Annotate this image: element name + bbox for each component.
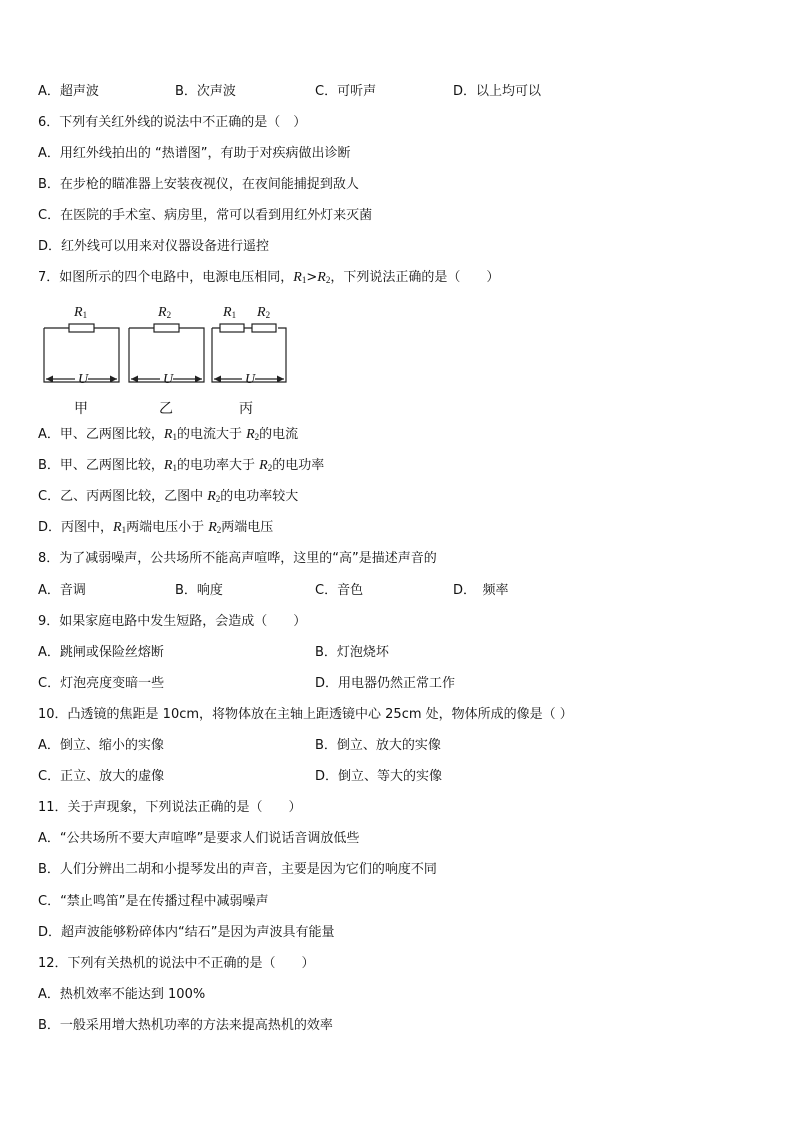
q10-option-a: A．倒立、缩小的实像 bbox=[38, 738, 164, 753]
q9-stem: 9．如果家庭电路中发生短路，会造成（ ） bbox=[38, 614, 307, 629]
q9-option-c: C．灯泡亮度变暗一些 bbox=[38, 676, 165, 691]
q12-stem: 12．下列有关热机的说法中不正确的是（ ） bbox=[38, 956, 315, 971]
q10-option-d: D．倒立、等大的实像 bbox=[315, 769, 443, 784]
circuit-jia-r1-label: $R_1$ bbox=[74, 305, 88, 320]
q9-option-a: A．跳闸或保险丝熔断 bbox=[38, 645, 164, 660]
circuit-bing-voltage-label: U bbox=[245, 372, 256, 387]
q10-stem: 10．凸透镜的焦距是 10cm，将物体放在主轴上距透镜中心 25cm 处，物体所成的像是（ ） bbox=[38, 707, 573, 722]
circuit-bing-r1-label: $R_1$ bbox=[223, 305, 237, 320]
q5-option-d: D．以上均可以 bbox=[453, 84, 542, 99]
circuit-bing-r2-label: $R_2$ bbox=[257, 305, 271, 320]
q7-circuit-diagram bbox=[38, 302, 298, 424]
q7-option-a: A．甲、乙两图比较，$R_1$的电流大于 $R_2$的电流 bbox=[38, 427, 299, 442]
q6-option-d: D．红外线可以用来对仪器设备进行遥控 bbox=[38, 239, 270, 254]
q12-option-b: B．一般采用增大热机功率的方法来提高热机的效率 bbox=[38, 1018, 333, 1033]
q5-option-a: A．超声波 bbox=[38, 84, 99, 99]
q5-option-b: B．次声波 bbox=[175, 84, 236, 99]
circuit-caption-bing: 丙 bbox=[239, 401, 253, 417]
q11-option-d: D．超声波能够粉碎体内“结石”是因为声波具有能量 bbox=[38, 925, 335, 940]
circuit-yi-r2-label: $R_2$ bbox=[158, 305, 172, 320]
q9-option-d: D．用电器仍然正常工作 bbox=[315, 676, 456, 691]
q5-option-c: C．可听声 bbox=[315, 84, 377, 99]
q10-option-b: B．倒立、放大的实像 bbox=[315, 738, 441, 753]
q11-option-a: A．“公共场所不要大声喧哗”是要求人们说话音调放低些 bbox=[38, 831, 360, 846]
q6-option-a: A．用红外线拍出的 “热谱图”，有助于对疾病做出诊断 bbox=[38, 146, 351, 161]
circuit-yi-voltage-label: U bbox=[163, 372, 174, 387]
q6-option-c: C．在医院的手术室、病房里，常可以看到用红外灯来灭菌 bbox=[38, 208, 373, 223]
q11-stem: 11．关于声现象，下列说法正确的是（ ） bbox=[38, 800, 302, 815]
q7-option-c: C．乙、丙两图比较，乙图中 $R_2$的电功率较大 bbox=[38, 489, 299, 504]
q8-option-b: B．响度 bbox=[175, 583, 223, 598]
circuit-caption-yi: 乙 bbox=[159, 401, 173, 417]
q7-option-b: B．甲、乙两图比较，$R_1$的电功率大于 $R_2$的电功率 bbox=[38, 458, 325, 473]
q9-option-b: B．灯泡烧坏 bbox=[315, 645, 389, 660]
circuit-jia-voltage-label: U bbox=[78, 372, 89, 387]
q11-option-b: B．人们分辨出二胡和小提琴发出的声音，主要是因为它们的响度不同 bbox=[38, 862, 437, 877]
q6-option-b: B．在步枪的瞄准器上安装夜视仪，在夜间能捕捉到敌人 bbox=[38, 177, 359, 192]
q8-stem: 8．为了减弱噪声，公共场所不能高声喧哗，这里的“高”是描述声音的 bbox=[38, 551, 437, 566]
q11-option-c: C．“禁止鸣笛”是在传播过程中减弱噪声 bbox=[38, 894, 269, 909]
q10-option-c: C．正立、放大的虚像 bbox=[38, 769, 165, 784]
q6-stem: 6．下列有关红外线的说法中不正确的是（ ） bbox=[38, 115, 307, 130]
q7-option-d: D．丙图中，$R_1$两端电压小于 $R_2$两端电压 bbox=[38, 520, 274, 535]
q7-stem: 7．如图所示的四个电路中，电源电压相同，$R_1>R_2$，下列说法正确的是（ ） bbox=[38, 270, 500, 285]
circuit-caption-jia: 甲 bbox=[74, 401, 88, 417]
q8-option-a: A．音调 bbox=[38, 583, 86, 598]
q8-option-c: C．音色 bbox=[315, 583, 364, 598]
q12-option-a: A．热机效率不能达到 100% bbox=[38, 987, 206, 1002]
q8-option-d: D． 频率 bbox=[453, 583, 509, 598]
